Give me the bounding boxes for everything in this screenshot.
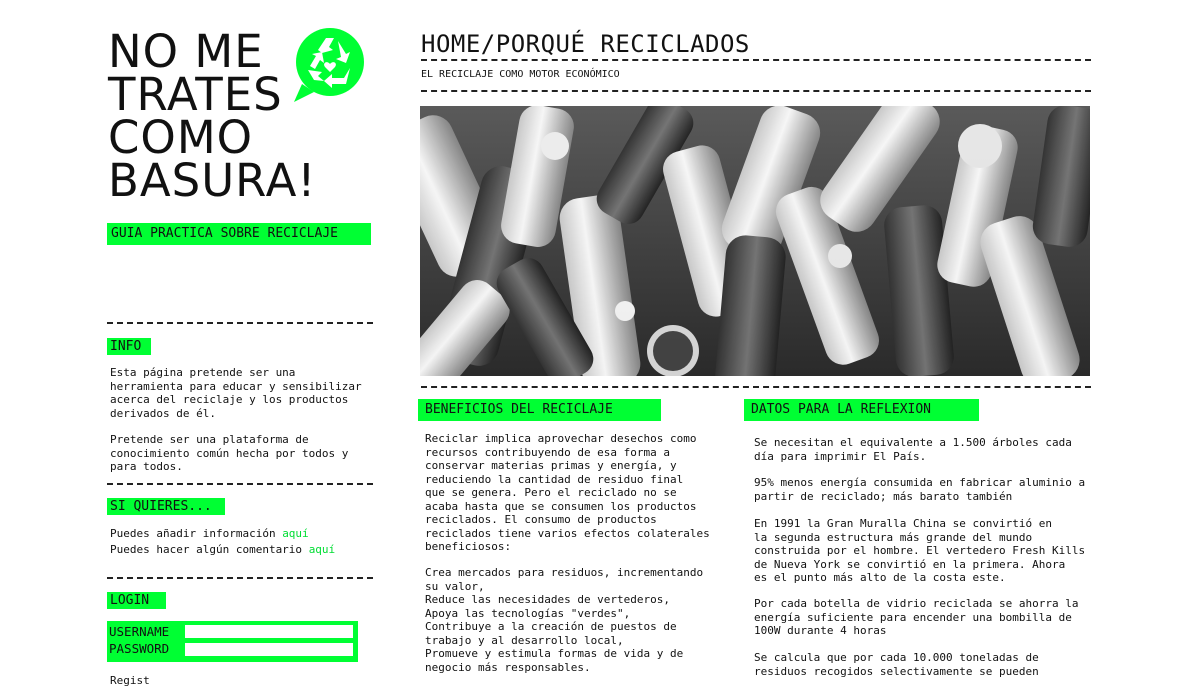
divider <box>107 577 373 579</box>
site-title-line: NO ME <box>108 25 264 78</box>
register-link[interactable]: Regist <box>110 674 150 687</box>
guide-button[interactable]: GUIA PRACTICA SOBRE RECICLAJE <box>107 223 371 245</box>
datos-heading: DATOS PARA LA REFLEXION <box>744 399 979 421</box>
site-title-line: BASURA! <box>108 154 317 207</box>
site-title-line: TRATES <box>108 68 283 121</box>
divider <box>421 386 1091 388</box>
datos-paragraph: En 1991 la Gran Muralla China se convirtió en la segunda estructura más grande del mundo construida por el hombre. El vertedero Fresh Kills de Nueva York se convirtió en la primera. Ahora es el punto más alto de la costa este. <box>754 517 1086 584</box>
page-subtitle: EL RECICLAJE COMO MOTOR ECONÓMICO <box>421 69 620 80</box>
benefits-paragraph: Reciclar implica aprovechar desechos como recursos contribuyendo de esa forma a conservar materias primas y energía, y reduciendo la cantidad de residuo final que se genera. Pero el reciclado no se acaba hasta que se consumen los productos reciclados. El consumo de productos reciclados tiene varios efectos colaterales beneficiosos: <box>425 432 710 553</box>
datos-paragraph: Por cada botella de vidrio reciclada se ahorra la energía suficiente para encender una bombilla de 100W durante 4 horas <box>754 597 1079 637</box>
add-info-link[interactable]: aquí <box>282 527 309 540</box>
site-title[interactable] <box>108 25 317 207</box>
datos-paragraph: Se calcula que por cada 10.000 toneladas de residuos recogidos selectivamente se pueden <box>754 651 1039 678</box>
username-input[interactable] <box>185 625 353 638</box>
password-input[interactable] <box>185 643 353 656</box>
page-title: HOME/PORQUÉ RECICLADOS <box>421 30 750 58</box>
comment-line <box>110 543 372 557</box>
login-label: LOGIN <box>107 592 166 609</box>
site-title-line: COMO <box>108 111 254 164</box>
username-label: USERNAME <box>109 624 170 639</box>
datos-paragraph: 95% menos energía consumida en fabricar aluminio a partir de reciclado; más barato también <box>754 476 1086 503</box>
recycle-icon <box>288 26 368 106</box>
add-info-text: Puedes añadir información <box>110 527 283 540</box>
info-paragraph: Pretende ser una plataforma de conocimiento común hecha por todos y para todos. <box>110 433 349 473</box>
add-info-line <box>110 527 372 541</box>
comment-link[interactable]: aquí <box>308 543 336 556</box>
hero-image <box>420 106 1090 376</box>
divider <box>421 90 1091 92</box>
login-form <box>107 621 358 662</box>
bottles-photo <box>420 106 1090 376</box>
divider <box>107 483 373 485</box>
datos-paragraph: Se necesitan el equivalente a 1.500 árboles cada día para imprimir El País. <box>754 436 1072 463</box>
info-label: INFO <box>107 338 151 355</box>
benefits-list: Crea mercados para residuos, incrementando su valor, Reduce las necesidades de vertederos, Apoya las tecnologías "verdes", Contribuye a la creación de puestos de trabajo y al desarrollo local, Promueve y estimula formas de vida y de negocio más responsables. <box>425 566 704 674</box>
si-quieres-label: SI QUIERES... <box>107 498 225 515</box>
info-paragraph: Esta página pretende ser una herramienta para educar y sensibilizar acerca del reciclaje y los productos derivados de él. <box>110 366 362 420</box>
divider <box>421 59 1091 61</box>
divider <box>107 322 373 324</box>
benefits-heading: BENEFICIOS DEL RECICLAJE <box>418 399 661 421</box>
comment-text: Puedes hacer algún comentario <box>110 543 309 556</box>
password-label: PASSWORD <box>109 641 170 656</box>
